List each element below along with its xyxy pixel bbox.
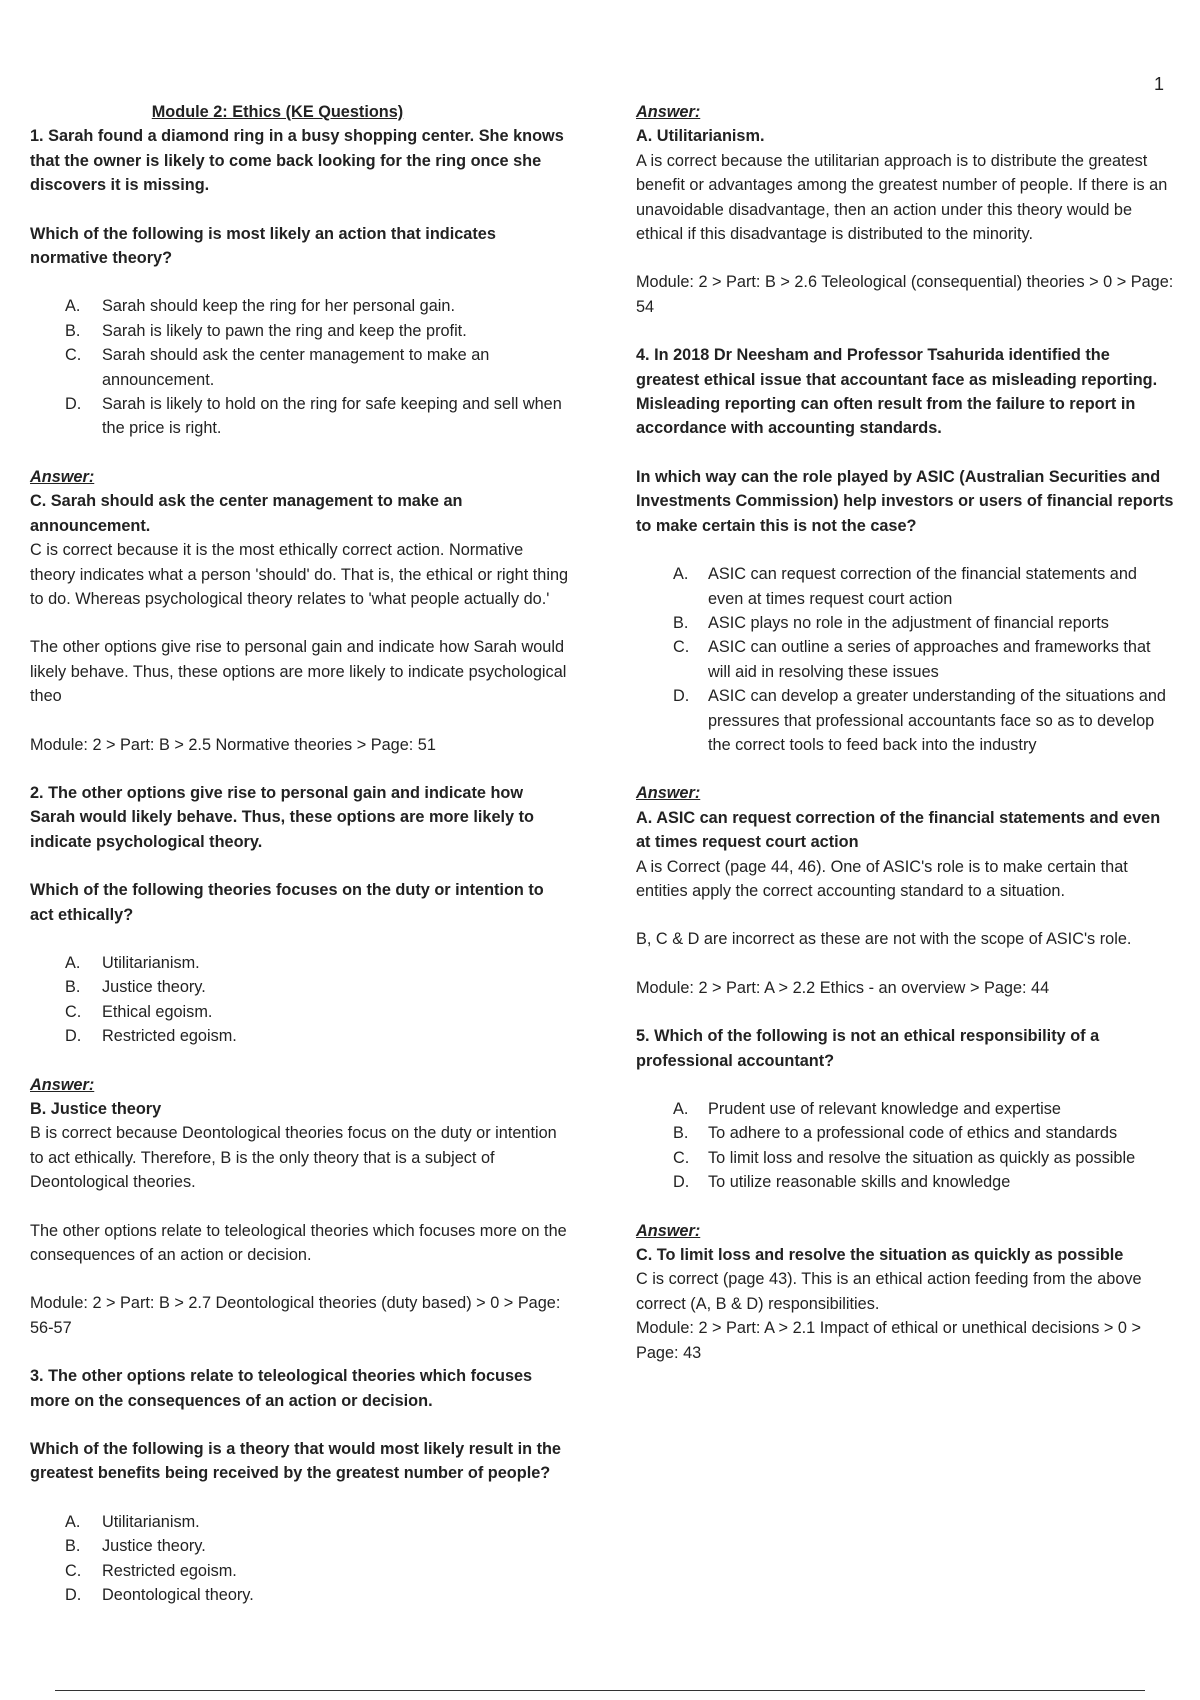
question-4-options (636, 562, 1176, 757)
question-1-option: D. Sarah is likely to hold on the ring for safe keeping and sell when the price is right. (65, 395, 562, 438)
question-5-option: A. Prudent use of relevant knowledge and expertise (673, 1100, 1061, 1118)
question-1-option: A. Sarah should keep the ring for her personal gain. (65, 297, 455, 316)
question-5-option: C. To limit loss and resolve the situation as quickly as possible (673, 1148, 1136, 1167)
question-3-option: C. Restricted egoism. (65, 1561, 237, 1580)
question-1-option: C. Sarah should ask the center management to make an announcement. (65, 346, 490, 389)
question-4-prompt: In which way can the role played by ASIC (Australian Securities and Investments Commission) help investors or users of financial reports to make certain this is not the case? (636, 467, 1174, 535)
answer-label: Answer: (636, 103, 701, 121)
question-3-option: B. Justice theory. (65, 1537, 206, 1556)
answer-label: Answer: (30, 467, 95, 486)
question-4-option: B. ASIC plays no role in the adjustment of financial reports (673, 613, 1109, 632)
question-1-answer: C. Sarah should ask the center management to make an announcement. (30, 492, 463, 535)
question-1-option: B. Sarah is likely to pawn the ring and keep the profit. (65, 321, 467, 340)
page-number: 1 (1153, 74, 1164, 94)
question-1-options (30, 294, 570, 440)
question-5-options (636, 1097, 1176, 1195)
question-2-answer: B. Justice theory (30, 1100, 162, 1118)
question-1-text: 1. Sarah found a diamond ring in a busy shopping center. She knows that the owner is likely to come back looking for the ring once she discovers it is missing. (30, 127, 564, 195)
question-3-option: D. Deontological theory. (65, 1586, 254, 1605)
question-4-option: D. ASIC can develop a greater understanding of the situations and pressures that professional accountants face so as to develop the correct tools to feed back into the industry (673, 687, 1166, 754)
right-column (636, 100, 1176, 1365)
question-3-text: 3. The other options relate to teleological theories which focuses more on the consequences of an action or decision. (30, 1367, 533, 1410)
question-4-explanation: A is Correct (page 44, 46). One of ASIC's role is to make certain that entities apply the correct accounting standard to a situation. (636, 857, 1128, 900)
answer-label: Answer: (636, 1221, 701, 1240)
question-2-text: 2. The other options give rise to personal gain and indicate how Sarah would likely behave. Thus, these options are more likely to indicate psychological theory. (30, 783, 534, 851)
question-2-explanation: The other options relate to teleological theories which focuses more on the consequences of an action or decision. (30, 1221, 567, 1265)
question-5-option: D. To utilize reasonable skills and knowledge (673, 1173, 1011, 1192)
question-2-explanation: B is correct because Deontological theories focus on the duty or intention to act ethically. Therefore, B is the only theory that is a subject of Deontological theories. (30, 1124, 557, 1192)
question-2-option: B. Justice theory. (65, 978, 206, 997)
question-4-explanation: B, C & D are incorrect as these are not with the scope of ASIC's role. (636, 930, 1132, 949)
question-2-prompt: Which of the following theories focuses on the duty or intention to act ethically? (30, 881, 544, 924)
question-3-prompt: Which of the following is a theory that would most likely result in the greatest benefits being received by the greatest number of people? (30, 1440, 561, 1483)
question-4-option: C. ASIC can outline a series of approaches and frameworks that will aid in resolving these issues (673, 638, 1151, 681)
question-5-explanation: C is correct (page 43). This is an ethical action feeding from the above correct (A, B & D) responsibilities. (636, 1270, 1142, 1313)
question-1-reference: Module: 2 > Part: B > 2.5 Normative theories > Page: 51 (30, 735, 436, 754)
question-4-reference: Module: 2 > Part: A > 2.2 Ethics - an overview > Page: 44 (636, 978, 1050, 997)
left-column (30, 100, 570, 1608)
question-4-answer: A. ASIC can request correction of the financial statements and even at times request court action (636, 808, 1161, 852)
question-5-option: B. To adhere to a professional code of ethics and standards (673, 1124, 1118, 1143)
question-1-explanation: The other options give rise to personal gain and indicate how Sarah would likely behave. Thus, these options are more likely to indicate psychological theo (30, 638, 567, 706)
question-3-options (30, 1510, 570, 1608)
question-5-reference: Module: 2 > Part: A > 2.1 Impact of ethical or unethical decisions > 0 > Page: 43 (636, 1319, 1142, 1362)
question-4-text: 4. In 2018 Dr Neesham and Professor Tsahurida identified the greatest ethical issue that accountant face as misleading reporting. Misleading reporting can often result from the failure to report in accordance with accounting standards. (636, 346, 1158, 438)
question-3-option: A. Utilitarianism. (65, 1512, 200, 1531)
question-1-explanation: C is correct because it is the most ethically correct action. Normative theory indicates what a person 'should' do. That is, the ethical or right thing to do. Whereas psychological theory relates to 'what people actually do.' (30, 541, 569, 608)
question-5-text: 5. Which of the following is not an ethical responsibility of a professional accountant? (636, 1027, 1100, 1070)
question-3-answer: A. Utilitarianism. (636, 127, 765, 146)
question-3-explanation: A is correct because the utilitarian approach is to distribute the greatest benefit or advantages among the greatest number of people. If there is an unavoidable disadvantage, then an action under this theory would be ethical if this disadvantage is distributed to the minority. (636, 151, 1168, 244)
question-1-prompt: Which of the following is most likely an action that indicates normative theory? (30, 224, 496, 268)
answer-label: Answer: (636, 784, 701, 803)
question-2-option: A. Utilitarianism. (65, 953, 200, 972)
document-title: Module 2: Ethics (KE Questions) (151, 103, 404, 121)
question-3-reference: Module: 2 > Part: B > 2.6 Teleological (consequential) theories > 0 > Page: 54 (636, 273, 1174, 316)
question-5-answer: C. To limit loss and resolve the situation as quickly as possible (636, 1246, 1124, 1265)
question-2-options (30, 951, 570, 1049)
question-4-option: A. ASIC can request correction of the financial statements and even at times request court action (673, 565, 1137, 608)
question-2-option: D. Restricted egoism. (65, 1027, 237, 1046)
question-2-reference: Module: 2 > Part: B > 2.7 Deontological theories (duty based) > 0 > Page: 56-57 (30, 1294, 561, 1337)
footer-divider (55, 1690, 1145, 1691)
answer-label: Answer: (30, 1075, 95, 1094)
question-2-option: C. Ethical egoism. (65, 1002, 213, 1021)
